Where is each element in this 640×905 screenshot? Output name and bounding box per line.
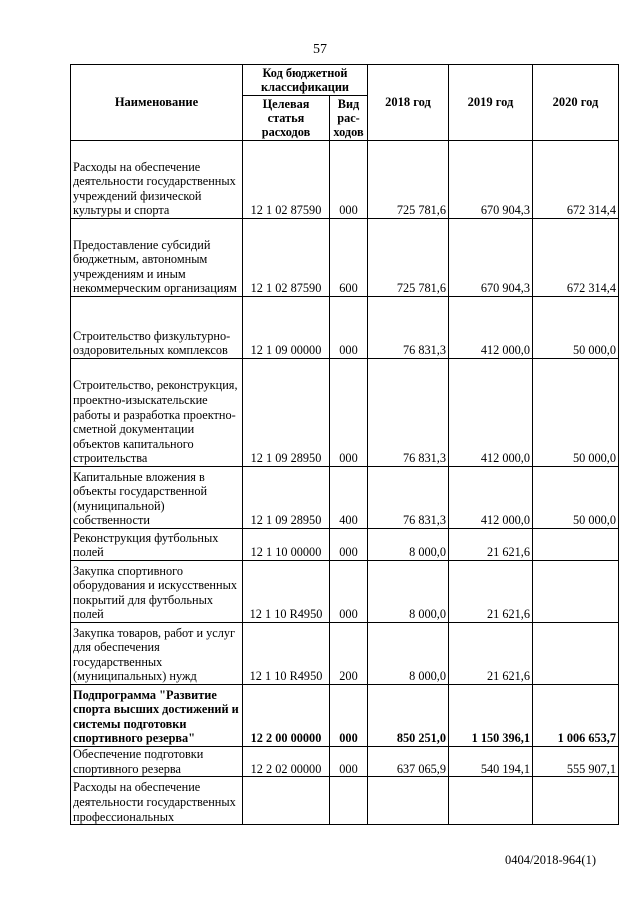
table-row xyxy=(71,685,619,747)
row-name: Обеспечение подготовки спортивного резерва xyxy=(71,747,243,777)
row-expense-type: 000 xyxy=(330,297,368,359)
row-target-article: 12 2 02 00000 xyxy=(243,747,330,777)
document-id: 0404/2018-964(1) xyxy=(505,853,596,867)
row-value-2018: 76 831,3 xyxy=(368,297,449,359)
row-value-2019: 21 621,6 xyxy=(449,529,533,561)
row-target-article: 12 1 09 00000 xyxy=(243,297,330,359)
row-name: Капитальные вложения в объекты государственной (муниципальной) собственности xyxy=(71,467,243,529)
row-target-article: 12 2 00 00000 xyxy=(243,685,330,747)
row-expense-type: 400 xyxy=(330,467,368,529)
row-value-2018: 8 000,0 xyxy=(368,529,449,561)
header-name: Наименование xyxy=(71,65,243,141)
row-name: Строительство физкультурно-оздоровительных комплексов xyxy=(71,297,243,359)
row-value-2019: 670 904,3 xyxy=(449,219,533,297)
table-row xyxy=(71,141,619,219)
row-target-article xyxy=(243,777,330,825)
row-value-2019: 670 904,3 xyxy=(449,141,533,219)
row-expense-type: 000 xyxy=(330,359,368,467)
row-name: Закупка товаров, работ и услуг для обеспечения государственных (муниципальных) нужд xyxy=(71,623,243,685)
row-expense-type xyxy=(330,777,368,825)
row-value-2019: 412 000,0 xyxy=(449,467,533,529)
row-value-2018: 725 781,6 xyxy=(368,219,449,297)
row-name: Предоставление субсидий бюджетным, автономным учреждениям и иным некоммерческим организациям xyxy=(71,219,243,297)
row-value-2018: 8 000,0 xyxy=(368,561,449,623)
row-expense-type: 000 xyxy=(330,747,368,777)
row-value-2020: 672 314,4 xyxy=(533,219,619,297)
row-target-article: 12 1 09 28950 xyxy=(243,359,330,467)
row-value-2020: 672 314,4 xyxy=(533,141,619,219)
row-value-2019: 412 000,0 xyxy=(449,297,533,359)
row-expense-type: 600 xyxy=(330,219,368,297)
row-value-2020 xyxy=(533,561,619,623)
table-row xyxy=(71,467,619,529)
table-row xyxy=(71,747,619,777)
row-name: Реконструкция футбольных полей xyxy=(71,529,243,561)
header-target-article: Целевая статья расходов xyxy=(243,96,330,141)
row-value-2019: 540 194,1 xyxy=(449,747,533,777)
table-row xyxy=(71,297,619,359)
table-row xyxy=(71,623,619,685)
row-expense-type: 200 xyxy=(330,623,368,685)
table-row xyxy=(71,561,619,623)
row-value-2019: 21 621,6 xyxy=(449,561,533,623)
row-name: Строительство, реконструкция, проектно-изыскательские работы и разработка проектно-сметной документации объектов капитального строительства xyxy=(71,359,243,467)
header-expense-type: Вид рас-ходов xyxy=(330,96,368,141)
table-row xyxy=(71,777,619,825)
row-value-2020 xyxy=(533,623,619,685)
header-year-2020: 2020 год xyxy=(533,65,619,141)
row-expense-type: 000 xyxy=(330,141,368,219)
row-target-article: 12 1 10 R4950 xyxy=(243,623,330,685)
row-target-article: 12 1 02 87590 xyxy=(243,219,330,297)
row-value-2018: 725 781,6 xyxy=(368,141,449,219)
row-value-2019: 21 621,6 xyxy=(449,623,533,685)
header-code-group: Код бюджетной классификации xyxy=(243,65,368,96)
row-value-2020 xyxy=(533,777,619,825)
row-expense-type: 000 xyxy=(330,529,368,561)
row-value-2020: 50 000,0 xyxy=(533,359,619,467)
row-target-article: 12 1 09 28950 xyxy=(243,467,330,529)
header-year-2019: 2019 год xyxy=(449,65,533,141)
row-name: Закупка спортивного оборудования и искусственных покрытий для футбольных полей xyxy=(71,561,243,623)
row-value-2018 xyxy=(368,777,449,825)
row-value-2019: 412 000,0 xyxy=(449,359,533,467)
row-value-2020: 50 000,0 xyxy=(533,297,619,359)
row-name: Расходы на обеспечение деятельности государственных учреждений физической культуры и спорта xyxy=(71,141,243,219)
row-value-2018: 76 831,3 xyxy=(368,467,449,529)
header-year-2018: 2018 год xyxy=(368,65,449,141)
row-value-2018: 8 000,0 xyxy=(368,623,449,685)
row-value-2020: 1 006 653,7 xyxy=(533,685,619,747)
row-value-2020 xyxy=(533,529,619,561)
row-value-2019 xyxy=(449,777,533,825)
row-value-2018: 850 251,0 xyxy=(368,685,449,747)
row-value-2019: 1 150 396,1 xyxy=(449,685,533,747)
row-target-article: 12 1 10 00000 xyxy=(243,529,330,561)
row-value-2020: 555 907,1 xyxy=(533,747,619,777)
row-value-2018: 76 831,3 xyxy=(368,359,449,467)
row-target-article: 12 1 02 87590 xyxy=(243,141,330,219)
row-target-article: 12 1 10 R4950 xyxy=(243,561,330,623)
table-row xyxy=(71,359,619,467)
page-number: 57 xyxy=(313,42,327,57)
row-expense-type: 000 xyxy=(330,685,368,747)
table-row xyxy=(71,219,619,297)
row-value-2018: 637 065,9 xyxy=(368,747,449,777)
row-name: Подпрограмма "Развитие спорта высших достижений и системы подготовки спортивного резерва" xyxy=(71,685,243,747)
row-expense-type: 000 xyxy=(330,561,368,623)
row-name: Расходы на обеспечение деятельности государственных профессиональных xyxy=(71,777,243,825)
budget-table xyxy=(70,64,619,825)
row-value-2020: 50 000,0 xyxy=(533,467,619,529)
table-row xyxy=(71,529,619,561)
